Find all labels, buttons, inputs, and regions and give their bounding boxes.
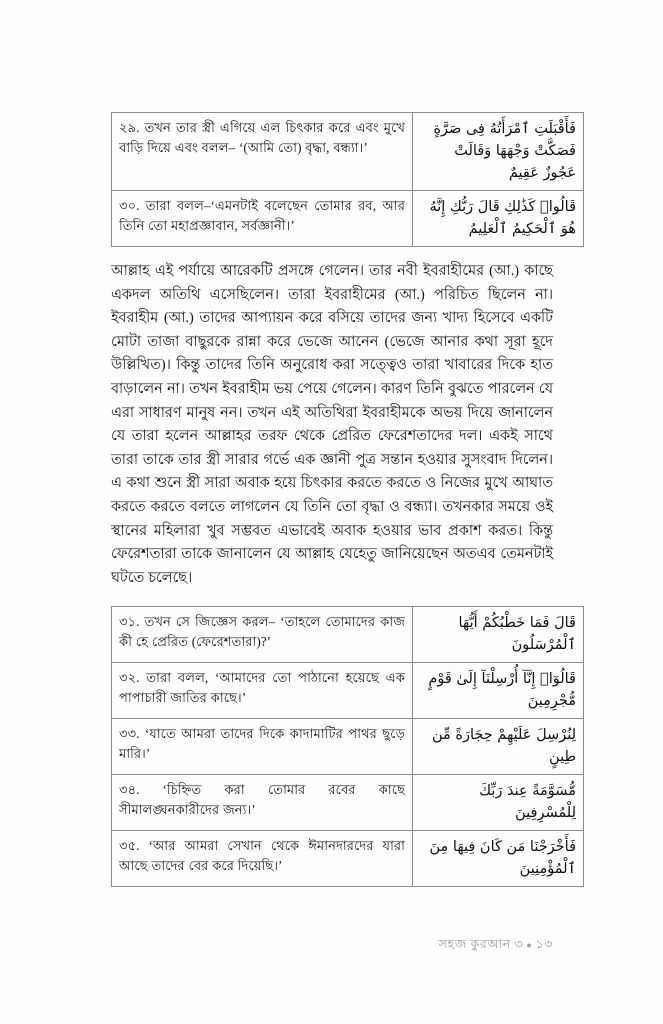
verse-bengali-text: ৩০. তারা বলল–‘এমনটাই বলেছেন তোমার রব, আর তিনি তো মহাপ্রজ্ঞাবান, সর্বজ্ঞানী।’ [119, 198, 405, 233]
table-row [112, 663, 584, 719]
paragraph-table-spacer [111, 590, 553, 606]
verse-arabic-cell [413, 719, 584, 775]
verse-arabic-text: فَأَخْرَجْنَا مَن كَانَ فِيهَا مِنَ ٱلْمُؤْمِنِينَ [429, 839, 576, 878]
verse-bengali-text: ৩১. তখন সে জিজ্ঞেস করল– ‘তাহলে তোমাদের কাজ কী হে প্রেরিত (ফেরেশতারা)?’ [119, 614, 405, 650]
verse-bengali-cell [112, 719, 413, 775]
verse-bengali-text: ৩৪. ‘চিহ্নিত করা তোমার রবের কাছে সীমালঙ্ঘনকারীদের জন্য।’ [119, 782, 405, 818]
verse-arabic-text: فَأَقْبَلَتِ ٱمْرَأَتُهُ فِى صَرَّةٍ فَصَكَّتْ وَجْهَهَا وَقَالَتْ عَجُوزٌ عَقِيمٌ [433, 121, 576, 181]
verse-arabic-cell [413, 607, 584, 663]
verse-bengali-cell [112, 775, 413, 831]
verse-arabic-text: مُّسَوَّمَةً عِندَ رَبِّكَ لِلْمُسْرِفِينَ [479, 783, 576, 822]
table-row [112, 113, 584, 191]
verse-bengali-cell [112, 191, 413, 247]
verse-arabic-text: لِنُرْسِلَ عَلَيْهِمْ حِجَارَةً مِّن طِينٍ [431, 727, 576, 766]
verse-arabic-text: قَالُوا۟ كَذَٰلِكِ قَالَ رَبُّكِ إِنَّهُ هُوَ ٱلْحَكِيمُ ٱلْعَلِيمُ [429, 199, 576, 237]
table-row [112, 831, 584, 887]
verse-table-top [111, 112, 584, 247]
table-row [112, 719, 584, 775]
verse-bengali-text: ২৯. তখন তার স্ত্রী এগিয়ে এল চিৎকার করে এবং মুখে বাড়ি দিয়ে এবং বলল– ‘(আমি তো) বৃদ্ধা, বন্ধ্যা।’ [119, 120, 405, 155]
verse-arabic-cell [413, 191, 584, 247]
verse-arabic-text: قَالَ فَمَا خَطْبُكُمْ أَيُّهَا ٱلْمُرْسَلُونَ [458, 615, 576, 654]
footer-book-title: সহজ কুরআন ৩ [438, 937, 524, 951]
footer-separator-dot: ● [526, 940, 533, 951]
verse-arabic-cell [413, 113, 584, 191]
table-row [112, 775, 584, 831]
table-row [112, 191, 584, 247]
verse-bengali-cell [112, 607, 413, 663]
verse-arabic-cell [413, 663, 584, 719]
verse-arabic-text: قَالُوٓا۟ إِنَّآ أُرْسِلْنَآ إِلَىٰ قَوْمٍ مُّجْرِمِينَ [428, 671, 576, 710]
verse-bengali-cell [112, 831, 413, 887]
verse-bengali-cell [112, 663, 413, 719]
verse-table-top-body [112, 113, 584, 247]
verse-bengali-text: ৩৩. ‘যাতে আমরা তাদের দিকে কাদামাটির পাথর ছুড়ে মারি।’ [119, 726, 405, 762]
verse-bengali-text: ৩২. তারা বলল, ‘আমাদের তো পাঠানো হয়েছে এক পাপাচারী জাতির কাছে।’ [119, 670, 405, 706]
explanation-paragraph: আল্লাহ এই পর্যায়ে আরেকটি প্রসঙ্গে গেলেন। তার নবী ইবরাহীমের (আ.) কাছে একদল অতিথি এসেছিলেন। তারা ইবরাহীমের (আ.) পরিচিত ছিলেন না। ইবরাহীম (আ.) তাদের আপ্যায়ন করে বসিয়ে তাদের জন্য খাদ্য হিসেবে একটি মোটা তাজা বাছুরকে রান্না করে ভেজে আনেন (ভেজে আনার কথা সূরা হূদে উল্লিখিত)। কিন্তু তাদের তিনি অনুরোধ করা সত্ত্বেও তারা খাবারের দিকে হাত বাড়ালেন না। তখন ইবরাহীম ভয় পেয়ে গেলেন। কারণ তিনি বুঝতে পারলেন যে এরা সাধারণ মানুষ নন। তখন এই অতিথিরা ইবরাহীমকে অভয় দিয়ে জানালেন যে তারা হলেন আল্লাহর তরফ থেকে প্রেরিত ফেরেশতাদের দল। একই সাথে তারা তাকে তার স্ত্রী সারার গর্ভে এক জ্ঞানী পুত্র সন্তান হওয়ার সুসংবাদ দিলেন। এ কথা শুনে স্ত্রী সারা অবাক হয়ে চিৎকার করতে করতে ও নিজের মুখে আঘাত করতে করতে বলতে লাগলেন যে তিনি তো বৃদ্ধা ও বন্ধ্যা। তখনকার সময়ে ওই স্থানের মহিলারা খুব সম্ভবত এভাবেই অবাক হওয়ার ভাব প্রকাশ করত। কিন্তু ফেরেশতারা তাকে জানালেন যে আল্লাহ যেহেতু জানিয়েছেন অতএব তেমনটাই ঘটতে চলেছে। [111, 263, 553, 586]
verse-arabic-cell [413, 775, 584, 831]
verse-bengali-text: ৩৫. ‘আর আমরা সেখান থেকে ঈমানদারদের যারা আছে তাদের বের করে দিয়েছি।’ [119, 838, 405, 874]
table-row [112, 607, 584, 663]
footer-page-number: ১৩ [535, 937, 553, 951]
verse-table-bottom-body [112, 607, 584, 887]
verse-table-bottom [111, 606, 584, 887]
verse-arabic-cell [413, 831, 584, 887]
page-content [111, 112, 576, 887]
page-footer [111, 936, 553, 956]
verse-bengali-cell [112, 113, 413, 191]
